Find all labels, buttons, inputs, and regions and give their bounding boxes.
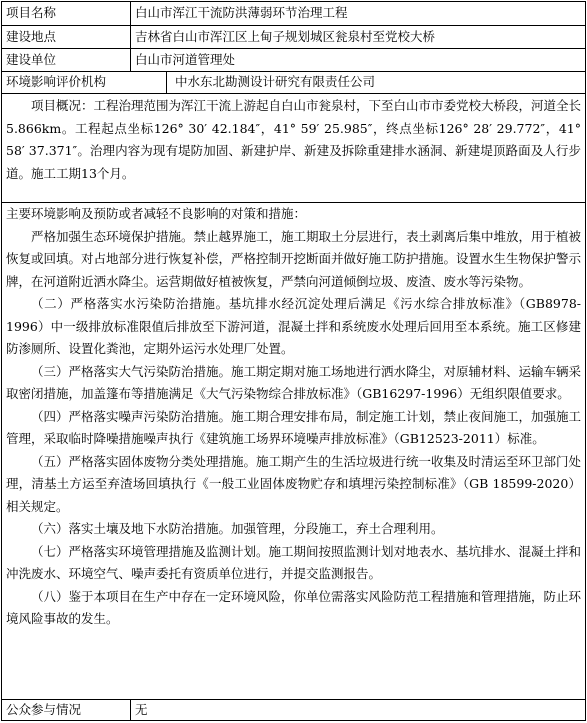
row-public-participation xyxy=(2,700,585,720)
overview-block xyxy=(2,95,585,185)
eia-agency-label: 环境影响评价机构 xyxy=(2,72,167,93)
measure-item: （五）严格落实固体废物分类处理措施。施工期产生的生活垃圾进行统一收集及时清运至环卫部门处理，清基土方运至弃渣场回填执行《一般工业固体废物贮存和填埋污染控制标准》（GB 18599-2020）相关规定。 xyxy=(6,453,582,514)
measure-item: （二）严格落实水污染防治措施。基坑排水经沉淀处理后满足《污水综合排放标准》（GB8978-1996）中一级排放标准限值后排放至下游河道，混凝土拌和系统废水处理后回用至本系统。施工区修建防渗厕所、设置化粪池，定期外运污水处理厂处置。 xyxy=(6,296,581,356)
measures-heading: 主要环境影响及预防或者减轻不良影响的对策和措施： xyxy=(6,206,307,221)
measures-block xyxy=(2,203,585,631)
project-overview: 项目概况：工程治理范围为浑江干流上游起自白山市瓮泉村，下至白山市市委党校大桥段，河道全长5.866km。工程起点坐标126° 30′ 42.184″，41° 59′ 25.985″，终点坐标126° 28′ 29.772″，41° 58′ 37.371″。治理内容为现有堤防加固、新建护岸、新建及拆除重建排水涵洞、新建堤顶路面及人行步道。施工工期13个月。 xyxy=(6,98,582,181)
measure-item: （八）鉴于本项目在生产中存在一定环境风险，你单位需落实风险防范工程措施和管理措施，防止环境风险事故的发生。 xyxy=(6,588,582,626)
row-measures xyxy=(2,203,585,700)
row-builder xyxy=(2,49,585,72)
location-label: 建设地点 xyxy=(2,26,131,48)
builder-value: 白山市河道管理处 xyxy=(135,51,236,67)
builder-label: 建设单位 xyxy=(2,49,131,71)
measure-item: （六）落实土壤及地下水防治措施。加强管理，分段施工，弃土合理利用。 xyxy=(31,521,444,536)
row-overview xyxy=(2,94,585,203)
measure-item: （四）严格落实噪声污染防治措施。施工期合理安排布局，制定施工计划，禁止夜间施工，加强施工管理，采取临时降噪措施噪声执行《建筑施工场界环境噪声排放标准》（GB12523-2011）标准。 xyxy=(6,408,582,446)
eia-agency-value: 中水东北勘测设计研究有限责任公司 xyxy=(175,74,376,90)
measure-item: 严格加强生态环境保护措施。禁止越界施工，施工期取土分层进行，表土剥离后集中堆放，用于植被恢复或回填。对占地部分进行恢复补偿，严格控制开挖断面并做好施工防护措施。设置水生生物保护警示牌，在河道附近洒水降尘。运营期做好植被恢复，严禁向河道倾倒垃圾、废渣、废水等污染物。 xyxy=(6,228,582,289)
measure-item: （三）严格落实大气污染防治措施。施工期定期对施工场地进行洒水降尘，对原辅材料、运输车辆采取密闭措施，加盖篷布等措施满足《大气污染物综合排放标准》（GB16297-1996）无组织限值要求。 xyxy=(6,363,582,401)
row-eia-agency xyxy=(2,72,585,94)
location-value: 吉林省白山市浑江区上甸子规划城区瓮泉村至党校大桥 xyxy=(135,28,436,44)
project-name-value: 白山市浑江干流防洪薄弱环节治理工程 xyxy=(135,5,348,21)
project-name-label: 项目名称 xyxy=(2,2,131,25)
public-participation-value: 无 xyxy=(135,701,148,717)
measure-item: （七）严格落实环境管理措施及监测计划。施工期间按照监测计划对地表水、基坑排水、混凝土拌和冲洗废水、环境空气、噪声委托有资质单位进行，并提交监测报告。 xyxy=(6,543,582,581)
public-participation-label: 公众参与情况 xyxy=(2,700,131,720)
row-location xyxy=(2,26,585,49)
row-project-name xyxy=(2,2,585,26)
approval-table xyxy=(1,1,586,721)
